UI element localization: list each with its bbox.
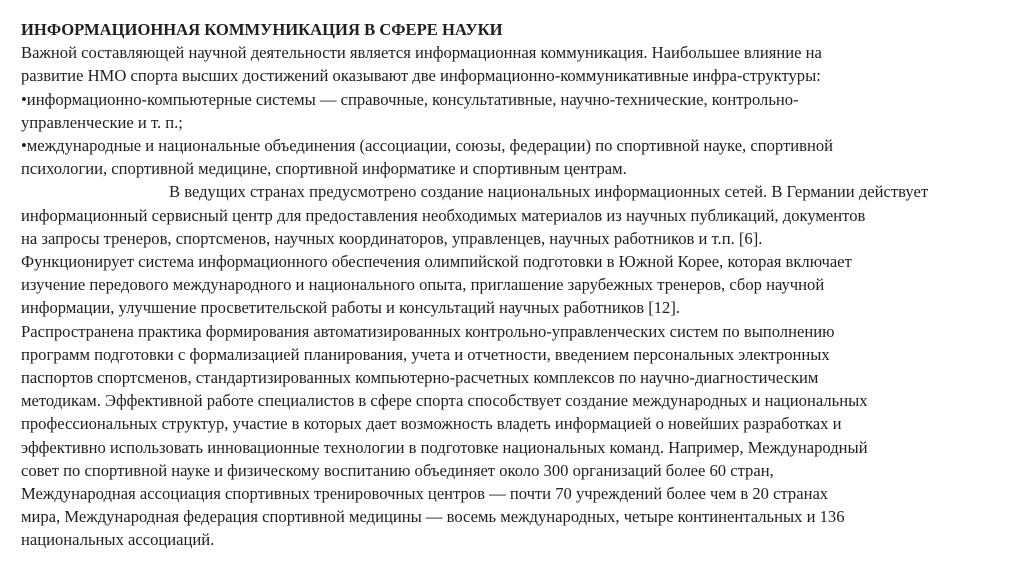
bullet-line: •международные и национальные объединения (ассоциации, союзы, федерации) по спортивной науке, спортивной (21, 136, 833, 156)
text-line: профессиональных структур, участие в которых дает возможность владеть информацией о новейших разработках и (21, 414, 842, 434)
text-line: мира, Международная федерация спортивной медицины — восемь международных, четыре континентальных и 136 (21, 507, 845, 527)
text-line: изучение передового международного и национального опыта, приглашение зарубежных тренеров, сбор научной (21, 275, 825, 295)
text-line: Распространена практика формирования автоматизированных контрольно-управленческих систем по выполнению (21, 321, 835, 341)
text-line: развитие НМО спорта высших достижений оказывают две информационно-коммуникативные инфра-структуры: (21, 66, 821, 86)
text-line: Важной составляющей научной деятельности является информационная коммуникация. Наибольшее влияние на (21, 43, 822, 63)
text-line: на запросы тренеров, спортсменов, научных координаторов, управленцев, научных работников и т.п. [6]. (21, 228, 763, 248)
text-line: Международная ассоциация спортивных тренировочных центров — почти 70 учреждений более чем в 20 странах (21, 484, 829, 504)
text-line: управленческие и т. п.; (21, 112, 183, 132)
text-line: психологии, спортивной медицине, спортивной информатике и спортивным центрам. (21, 159, 627, 179)
text-line: национальных ассоциаций. (21, 530, 215, 550)
text-line: совет по спортивной науке и физическому воспитанию объединяет около 300 организаций более 60 стран, (21, 460, 774, 480)
text-line: информации, улучшение просветительской работы и консультаций научных работников [12]. (21, 298, 681, 318)
bullet-line: •информационно-компьютерные системы — справочные, консультативные, научно-технические, контрольно- (21, 89, 799, 109)
text-line: программ подготовки с формализацией планирования, учета и отчетности, введением персональных электронных (21, 344, 830, 364)
text-line: паспортов спортсменов, стандартизированных компьютерно-расчетных комплексов по научно-диагностическим (21, 368, 819, 388)
text-block (21, 18, 1016, 552)
indented-line: В ведущих странах предусмотрено создание национальных информационных сетей. В Германии действует (169, 182, 929, 202)
text-line: эффективно использовать инновационные технологии в подготовке национальных команд. Например, Международный (21, 437, 868, 457)
text-line: информационный сервисный центр для предоставления необходимых материалов из научных публикаций, документов (21, 205, 866, 225)
text-line: Функционирует система информационного обеспечения олимпийской подготовки в Южной Корее, которая включает (21, 252, 852, 272)
slide-title: ИНФОРМАЦИОННАЯ КОММУНИКАЦИЯ В СФЕРЕ НАУКИ (21, 20, 503, 39)
text-line: методикам. Эффективной работе специалистов в сфере спорта способствует создание международных и национальных (21, 391, 868, 411)
